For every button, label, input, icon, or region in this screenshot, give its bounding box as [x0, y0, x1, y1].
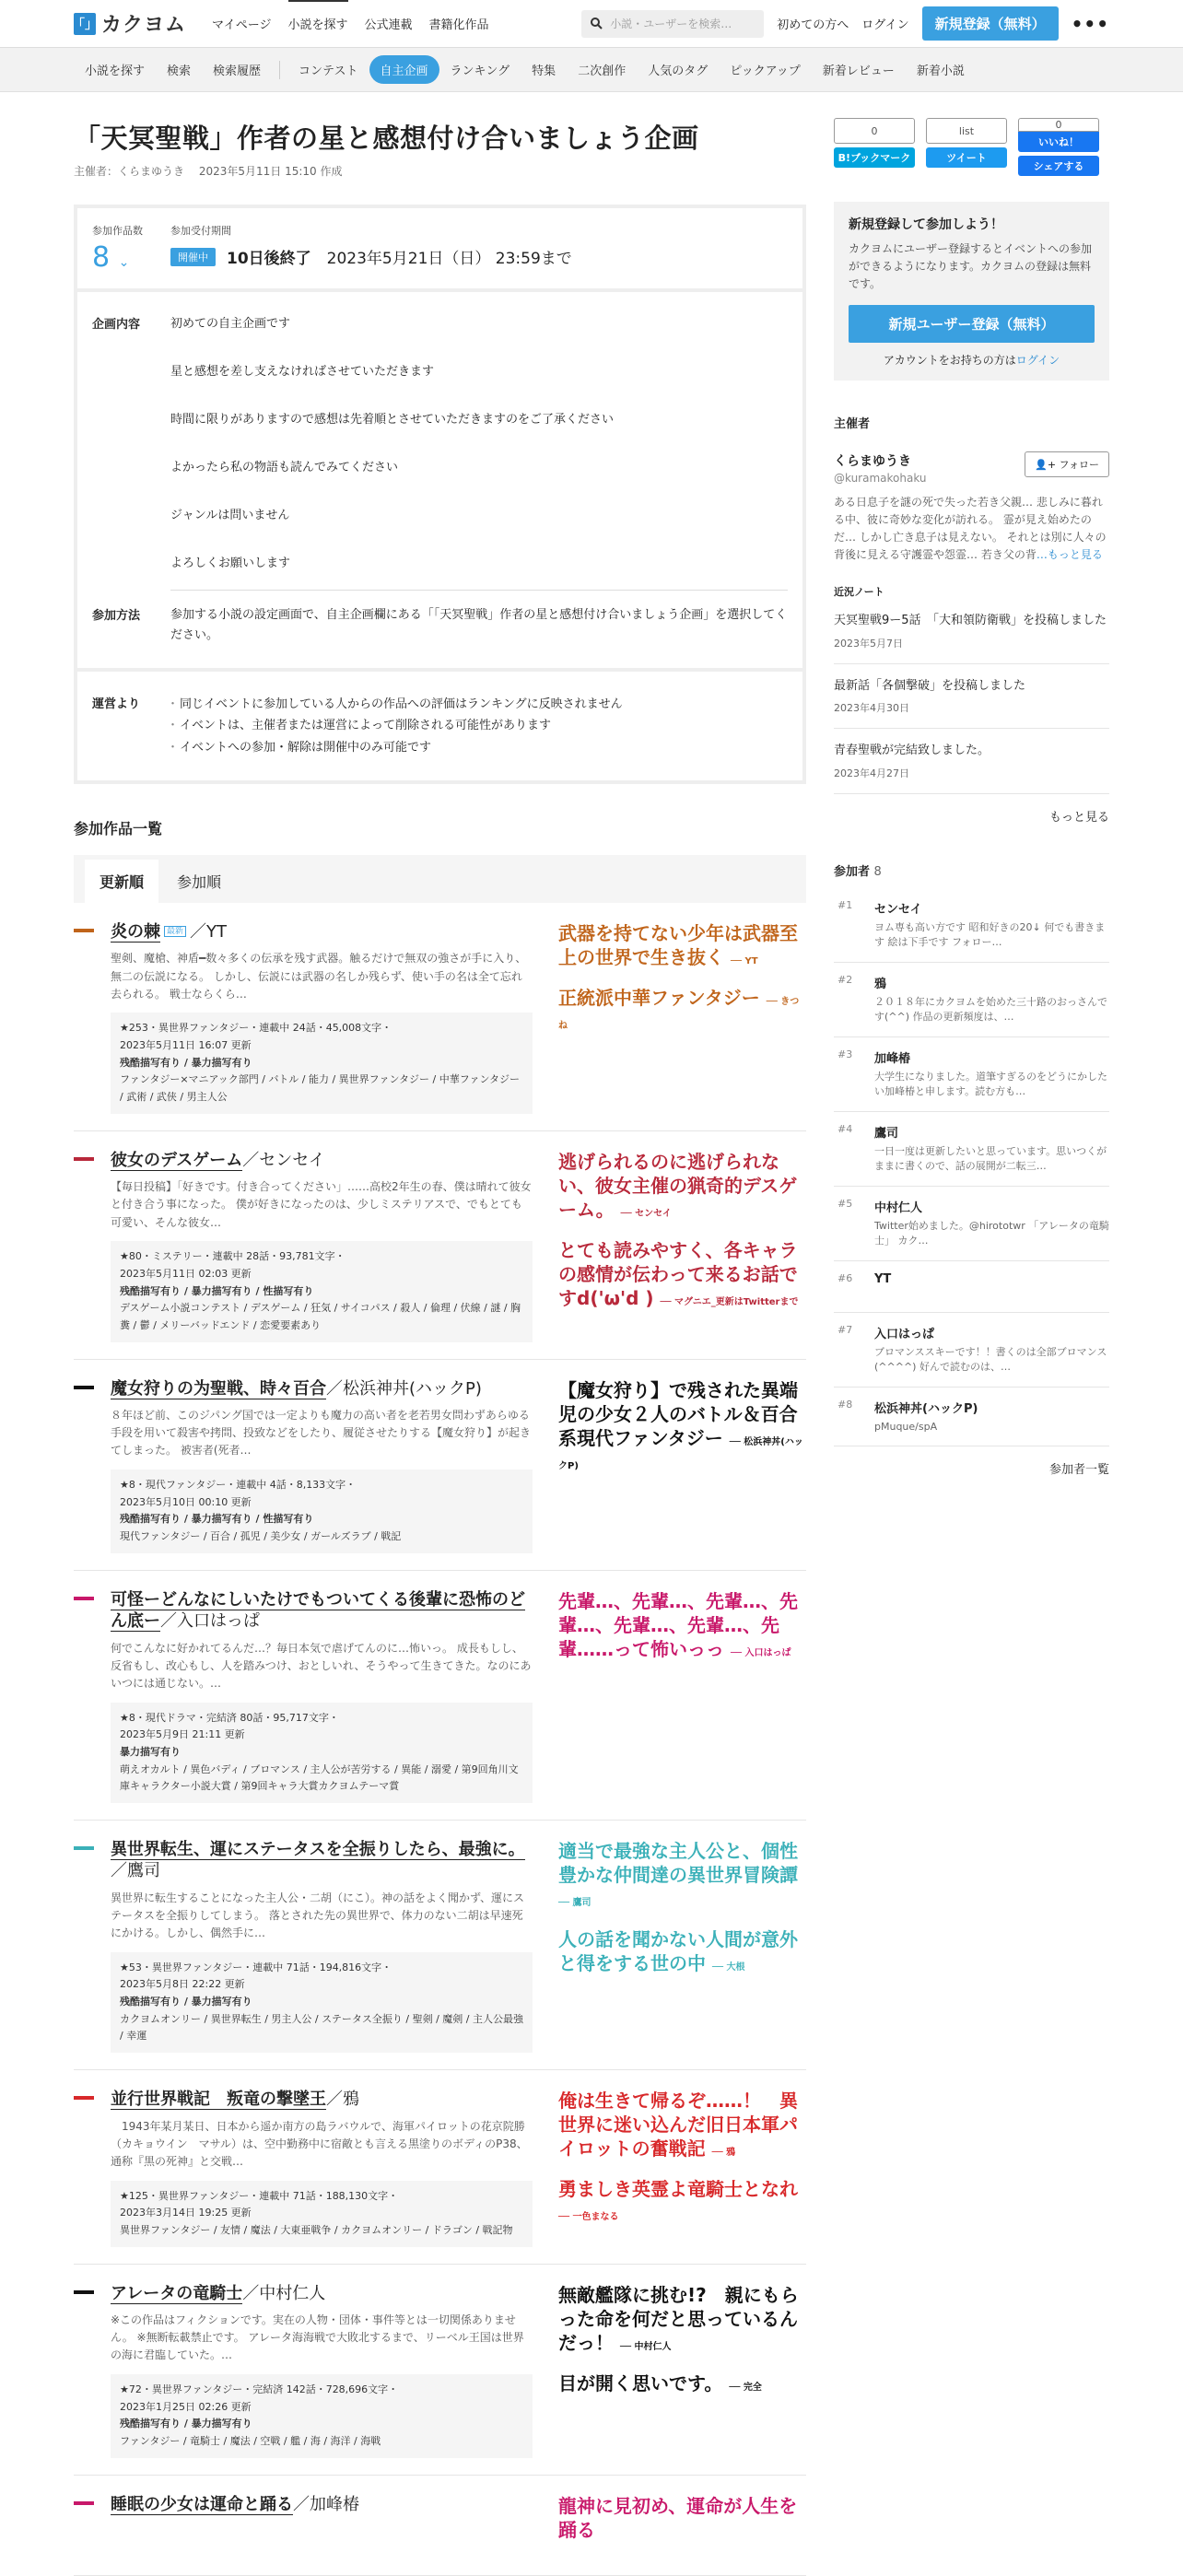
- review-catch[interactable]: 龍神に見初め、運命が人生を踊る: [558, 2494, 798, 2541]
- work-intro: ※この作品はフィクションです。実在の人物・団体・事件等とは一切関係ありません。 ※無断転載禁止です。 アレータ海海戦で大敗北するまで、リーベル王国は世界の海に君臨していた。…: [111, 2313, 524, 2362]
- participant-rank: #2: [837, 973, 853, 986]
- content-line: ジャンルは問いません: [170, 509, 290, 523]
- participant-bio: ブロマンススキーです！！書くのは全部ブロマンス(^^^^) 好んで読むのは、…: [874, 1345, 1107, 1374]
- work-title[interactable]: 魔女狩りの为聖戦、時々百合: [111, 1378, 326, 1399]
- host-title: 主催者: [834, 416, 871, 431]
- work-author[interactable]: ／中村仁人: [242, 2283, 326, 2303]
- host-name[interactable]: くらまゆうき: [834, 453, 911, 469]
- work-intro: 1943年某月某日、日本から遥か南方の島ラバウルで、海軍パイロットの花京院勝（カキョウイン マサル）は、空中勤務中に宿敵とも言える黒塗りのボディのP38、通称『黒の死神』と交戦…: [111, 2119, 528, 2168]
- search-placeholder: 小説・ユーザーを検索…: [610, 18, 732, 30]
- nav-books[interactable]: 書籍化作品: [428, 18, 489, 32]
- work-title[interactable]: 並行世界戦記 叛竜の撃墜王: [111, 2090, 326, 2110]
- review-catch[interactable]: 【魔女狩り】で残された異端児の少女２人のバトル＆百合系現代ファンタジー: [558, 1378, 798, 1449]
- review-author[interactable]: ── 中村仁人: [619, 2341, 672, 2352]
- work-updated: 2023年3月14日 19:25 更新: [120, 2207, 252, 2219]
- more-menu-icon[interactable]: •••: [1071, 12, 1109, 35]
- main-column: [74, 92, 806, 2576]
- tab-updated[interactable]: 更新順: [85, 860, 158, 903]
- work-warnings: 暴力描写有り: [120, 1745, 181, 1758]
- subnav-ranking[interactable]: ランキング: [450, 64, 510, 78]
- work-author[interactable]: ／YT: [190, 921, 228, 942]
- work-updated: 2023年5月11日 02:03 更新: [120, 1267, 252, 1280]
- work-updated: 2023年5月9日 21:11 更新: [120, 1728, 245, 1741]
- participant-item[interactable]: [834, 1037, 1109, 1112]
- rule-item: ・ イベントへの参加・解除は開催中のみ可能です: [170, 737, 788, 758]
- work-updated: 2023年5月10日 00:10 更新: [120, 1495, 252, 1508]
- work-tags[interactable]: 萌えオカルト / 異色バディ / ブロマンス / 主人公が苦労する / 異能 / 溺愛 / 第9回角川文庫キャラクター小説大賞 / 第9回キャラ大賞カクヨムテーマ賞: [120, 1762, 519, 1793]
- content-line: 星と感想を差し支えなければさせていただきます: [170, 365, 435, 380]
- fb-count: 0: [1018, 118, 1099, 132]
- subnav-tags[interactable]: 人気のタグ: [648, 64, 709, 78]
- work-title[interactable]: 睡眠の少女は運命と踊る: [111, 2494, 293, 2514]
- subnav-new[interactable]: 新着小説: [916, 64, 965, 78]
- work-tags[interactable]: 異世界ファンタジー / 友情 / 魔法 / 大東亜戦争 / カクヨムオンリー / ドラゴン / 戦記物: [120, 2223, 513, 2236]
- work-meta: [111, 2181, 533, 2247]
- work-tags[interactable]: 現代ファンタジー / 百合 / 孤児 / 美少女 / ガールズラブ / 戦記: [120, 1530, 402, 1543]
- logo-mark-icon: 「」: [74, 13, 96, 35]
- host-id: @kuramakohaku: [834, 471, 927, 485]
- work-stats: ★80・ミステリー・連載中 28話・93,781文字・: [120, 1250, 346, 1263]
- review-catch[interactable]: 逃げられるのに逃げられない、彼女主催の猟奇的デスゲーム。: [558, 1150, 798, 1221]
- review-catch[interactable]: 武器を持てない少年は武器至上の世界で生き抜く: [558, 921, 798, 968]
- review-catch[interactable]: 目が開く思いです。: [558, 2371, 723, 2395]
- work-item: [74, 903, 806, 1131]
- work-updated: 2023年5月11日 16:07 更新: [120, 1039, 252, 1051]
- work-item: [74, 2476, 806, 2576]
- join-login-link[interactable]: ログイン: [1015, 353, 1060, 367]
- new-badge: 最新: [164, 926, 186, 937]
- work-warnings: 残酷描写有り / 暴力描写有り: [120, 1996, 252, 2008]
- work-meta: [111, 1703, 533, 1803]
- logo-text: カクヨム: [101, 14, 187, 37]
- login-link[interactable]: ログイン: [861, 18, 909, 32]
- subnav-events[interactable]: 自主企画: [369, 55, 439, 84]
- work-intro: 【毎日投稿】「好きです。付き合ってください」……高校2年生の春、僕は晴れて彼女と付き合う事になった。 僕が好きになったのは、少しミステリアスで、でもとても可愛い、そんな彼女…: [111, 1180, 532, 1229]
- work-intro: 異世界に転生することになった主人公・二胡（にこ）。神の話をよく聞かず、運にステータスを全振りしてしまう。 落とされた先の異世界で、体力のない二胡は早速死にかける。しかし、偶然手に…: [111, 1891, 525, 1940]
- share-buttons: [834, 118, 1109, 176]
- work-tags[interactable]: カクヨムオンリー / 異世界転生 / 男主人公 / ステータス全振り / 聖剣 / 魔剣 / 主人公最強 / 幸運: [120, 2012, 523, 2043]
- review-author[interactable]: ── きつね: [558, 996, 800, 1031]
- sub-nav: [0, 48, 1183, 92]
- review-author[interactable]: ── YT: [730, 955, 758, 966]
- note-item[interactable]: [834, 599, 1109, 664]
- sidebar: [834, 92, 1109, 2576]
- participant-rank: #4: [837, 1122, 853, 1135]
- tweet-count: list: [926, 118, 1007, 144]
- note-item[interactable]: [834, 664, 1109, 730]
- note-item[interactable]: [834, 729, 1109, 794]
- tab-joined[interactable]: 参加順: [177, 872, 222, 891]
- participant-bio: 大学生になりました。道筆すぎるのをどうにかしたい加峰椿と申します。読む方も…: [874, 1070, 1107, 1098]
- subnav-contest[interactable]: コンテスト: [299, 64, 358, 78]
- participant-item[interactable]: [834, 888, 1109, 963]
- review-author[interactable]: ── 鷹司: [558, 1897, 592, 1908]
- hatena-count: 0: [834, 118, 915, 144]
- participant-name[interactable]: YT: [874, 1271, 892, 1286]
- participant-item[interactable]: [834, 1112, 1109, 1187]
- work-color-bar: [74, 1157, 94, 1161]
- work-stats: ★8・現代ファンタジー・連載中 4話・8,133文字・: [120, 1478, 357, 1491]
- review-catch[interactable]: 無敵艦隊に挑む!? 親にもらった命を何だと思っているんだっ！: [558, 2283, 799, 2354]
- review-catch[interactable]: とても読みやすく、各キャラの感情が伝わって来るお話ですd('ω'd ): [558, 1238, 798, 1309]
- work-intro: 聖剣、魔槍、神盾━数々多くの伝承を残す武器。触るだけで無双の強さが手に入り、無二の伝説になる。 しかし、伝説には武器の名しか残らず、使い手の名は全て忘れ去られる。 戦士ならくら…: [111, 952, 527, 1001]
- participant-rank: #3: [837, 1048, 853, 1060]
- content-line: よかったら私の物語も読んでみてください: [170, 461, 399, 475]
- work-tags[interactable]: ファンタジー×マニアック部門 / バトル / 能力 / 異世界ファンタジー / 中華ファンタジー / 武術 / 武侠 / 男主人公: [120, 1073, 521, 1104]
- work-author[interactable]: ／鷹司: [111, 1861, 160, 1881]
- review-catch[interactable]: 先輩…、先輩…、先輩…、先輩…、先輩…、先輩…、先輩……って怖いっっ: [558, 1589, 798, 1660]
- participant-item[interactable]: [834, 1388, 1109, 1447]
- content-line: 時間に限りがありますので感想は先着順とさせていただきますのをご了承ください: [170, 413, 615, 427]
- nav-search-novels[interactable]: 小説を探す: [288, 0, 348, 48]
- method-label: 参加方法: [92, 608, 141, 623]
- fb-like-button[interactable]: いいね！: [1018, 132, 1099, 152]
- works-tabs: [74, 855, 806, 903]
- work-count[interactable]: 8: [92, 241, 111, 274]
- work-stats: ★253・異世界ファンタジー・連載中 24話・45,008文字・: [120, 1022, 392, 1035]
- search-input[interactable]: [581, 10, 764, 38]
- nav-mypage[interactable]: マイページ: [212, 18, 272, 32]
- tweet-button[interactable]: ツイート: [926, 147, 1007, 168]
- subnav-features[interactable]: 特集: [532, 64, 556, 78]
- participant-bio: pMuque/spA: [874, 1420, 938, 1433]
- rule-item: ・ 同じイベントに参加している人からの作品への評価はランキングに反映されません: [170, 694, 788, 715]
- subnav-search[interactable]: 検索: [167, 64, 192, 78]
- work-updated: 2023年1月25日 02:26 更新: [120, 2400, 252, 2413]
- work-meta: [111, 2374, 533, 2458]
- participants-list: [834, 888, 1109, 1447]
- participant-bio: ヨム専も高い方です 昭和好きの20↓ 何でも書きます 絵は下手です フォロー…: [874, 920, 1106, 949]
- work-stats: ★53・異世界ファンタジー・連載中 71話・194,816文字・: [120, 1961, 392, 1973]
- note-title[interactable]: 最新話「各個撃破」を投稿しました: [834, 678, 1026, 693]
- participant-bio: ２０１８年にカクヨムを始めた三十路のおっさんです(^^) 作品の更新頻度は、…: [874, 995, 1107, 1024]
- participant-bio: Twitter始めました。@hirototwr 「アレータの竜騎士」 カク…: [874, 1219, 1109, 1247]
- subnav-fanfic[interactable]: 二次創作: [578, 64, 627, 78]
- deadline: 2023年5月21日（日） 23:59まで: [326, 250, 572, 268]
- work-item: [74, 2265, 806, 2476]
- work-title[interactable]: 可怪ーどんなにしいたけでもついてくる後輩に恐怖のどん底ー: [111, 1589, 525, 1632]
- works-list: [74, 903, 806, 2576]
- review-catch[interactable]: 俺は生きて帰るぞ……！ 異世界に迷い込んだ旧日本軍パイロットの奮戦記: [558, 2090, 798, 2160]
- participant-item[interactable]: [834, 963, 1109, 1037]
- review-catch[interactable]: 勇ましき英霊よ竜騎士となれ: [558, 2178, 798, 2201]
- review-author[interactable]: ── 鴉: [711, 2148, 736, 2159]
- page-meta: 主催者：くらまゆうき 2023年5月11日 15:10 作成: [74, 165, 343, 178]
- work-warnings: 残酷描写有り / 暴力描写有り / 性描写有り: [120, 1284, 314, 1297]
- notes-list: [834, 599, 1109, 794]
- top-nav: [212, 0, 489, 48]
- review-author[interactable]: ── センセイ: [620, 1208, 672, 1219]
- review-catch[interactable]: 正統派中華ファンタジー: [558, 986, 760, 1009]
- join-text: カクヨムにユーザー登録するとイベントへの参加ができるようになります。カクヨムの登録は無料です。: [849, 242, 1093, 291]
- work-title[interactable]: 異世界転生、運にステータスを全振りしたら、最強に。: [111, 1839, 525, 1859]
- work-author[interactable]: ／入口はっぱ: [160, 1611, 260, 1632]
- review-catch[interactable]: 人の話を聞かない人間が意外と得をする世の中: [558, 1927, 798, 1974]
- participant-name[interactable]: 中村仁人: [874, 1200, 923, 1215]
- participant-bio: 一日一度は更新したいと思っています。思いつくがままに書くので、話の展開が二転三…: [874, 1144, 1107, 1173]
- review-author[interactable]: ── 完全: [729, 2382, 762, 2393]
- hatena-button[interactable]: B!ブックマーク: [834, 147, 915, 168]
- notes-more-link[interactable]: もっと見る: [1048, 810, 1109, 825]
- participant-name[interactable]: 松浜神丼(ハックP): [874, 1401, 978, 1416]
- rules-list: [170, 694, 788, 758]
- fb-share-button[interactable]: シェアする: [1018, 156, 1099, 176]
- work-color-bar: [74, 929, 94, 932]
- work-stats: ★72・異世界ファンタジー・完結済 142話・728,696文字・: [120, 2383, 399, 2395]
- page-title: 「天冥聖戦」作者の星と感想付け合いましょう企画: [74, 123, 699, 154]
- work-item: [74, 2070, 806, 2264]
- follow-label: フォロー: [1059, 458, 1099, 471]
- participant-name[interactable]: 入口はっぱ: [874, 1327, 935, 1341]
- participant-name[interactable]: 鷹司: [874, 1126, 899, 1141]
- participant-rank: #6: [837, 1271, 853, 1284]
- method-body: 参加する小説の設定画面で、自主企画欄にある「「天冥聖戦」作者の星と感想付け合いましょう企画」を選択してください。: [170, 607, 788, 642]
- note-date: 2023年4月30日: [834, 702, 909, 715]
- work-tags[interactable]: ファンタジー / 竜騎士 / 魔法 / 空戦 / 艦 / 海 / 海洋 / 海戦: [120, 2435, 381, 2448]
- host-more-link[interactable]: …もっと見る: [1036, 548, 1103, 562]
- work-title[interactable]: 彼女のデスゲーム: [111, 1150, 243, 1170]
- work-warnings: 残酷描写有り / 暴力描写有り: [120, 1056, 252, 1069]
- work-title[interactable]: 炎の棘: [111, 921, 160, 942]
- subnav-history[interactable]: 検索履歴: [213, 64, 262, 78]
- subnav-reviews[interactable]: 新着レビュー: [822, 64, 895, 78]
- review-author[interactable]: ── マグニエ_更新はTwitterまで: [660, 1296, 799, 1307]
- review-author[interactable]: ── 入口はっぱ: [730, 1647, 791, 1658]
- work-color-bar: [74, 2501, 94, 2505]
- work-title[interactable]: アレータの竜騎士: [111, 2283, 243, 2303]
- period-label: 参加受付期間: [170, 225, 231, 237]
- work-color-bar: [74, 1846, 94, 1850]
- work-item: [74, 1360, 806, 1571]
- host-bio: ある日息子を謎の死で失った若き父親… 悲しみに暮れる中、彼に奇妙な変化が訪れる。 霊が見え始めたのだ… しかし亡き息子は見えない。 それとは別に人々の背後に見える守護霊や怨霊… 若き父の背: [834, 495, 1107, 562]
- join-title: 新規登録して参加しよう！: [849, 217, 1003, 232]
- review-author[interactable]: ── 松浜神丼(ハックP): [558, 1436, 803, 1471]
- content-line: よろしくお願いします: [170, 556, 291, 571]
- participant-rank: #1: [837, 898, 853, 911]
- work-meta: [111, 1952, 533, 2053]
- nav-official[interactable]: 公式連載: [364, 18, 413, 32]
- work-stats: ★125・異世界ファンタジー・連載中 71話・188,130文字・: [120, 2189, 399, 2202]
- participant-name[interactable]: センセイ: [874, 902, 922, 917]
- participant-rank: #5: [837, 1197, 853, 1210]
- work-color-bar: [74, 2096, 94, 2100]
- follow-button[interactable]: [1025, 451, 1109, 477]
- work-intro: ８年ほど前、このジパング国では一定よりも魔力の高い者を老若男女問わずあらゆる手段を用いて殺害や拷問、投致などをしたり、履従させたりする【魔女狩り】が起きてしまった。 被害者(死者…: [111, 1408, 532, 1458]
- beginner-link[interactable]: 初めての方へ: [777, 18, 849, 32]
- work-stats: ★8・現代ドラマ・完結済 80話・95,717文字・: [120, 1711, 339, 1724]
- chevron-down-icon: ⌄: [118, 255, 130, 270]
- work-color-bar: [74, 1386, 94, 1389]
- work-meta: [111, 1241, 533, 1341]
- note-title[interactable]: 青春聖戦が完結致しました。: [834, 744, 990, 758]
- participants-more-link[interactable]: 参加者一覧: [1048, 1463, 1109, 1478]
- works-list-title: 参加作品一覧: [74, 819, 163, 837]
- subnav-search-novels[interactable]: 小説を探す: [85, 64, 146, 78]
- status-badge: 開催中: [170, 248, 216, 266]
- work-author[interactable]: ／鴉: [326, 2090, 359, 2110]
- work-tags[interactable]: デスゲーム小説コンテスト / デスゲーム / 狂気 / サイコパス / 殺人 / 倫理 / 伏線 / 謎 / 胸糞 / 鬱 / メリーバッドエンド / 恋愛要素あり: [120, 1302, 521, 1331]
- work-warnings: 残酷描写有り / 暴力描写有り: [120, 2418, 252, 2430]
- work-color-bar: [74, 2290, 94, 2294]
- work-meta: [111, 1469, 533, 1553]
- participant-item[interactable]: [834, 1187, 1109, 1261]
- notes-title: 近況ノート: [834, 586, 884, 599]
- review-catch[interactable]: 適当で最強な主人公と、個性豊かな仲間達の異世界冒険譚: [558, 1839, 798, 1886]
- note-title[interactable]: 天冥聖戦9ー5話 「大和領防衛戦」を投稿しました: [834, 614, 1107, 628]
- rule-item: ・ イベントは、主催者または運営によって削除される可能性があります: [170, 715, 788, 736]
- site-header: [0, 0, 1183, 48]
- content-label: 企画内容: [92, 318, 141, 332]
- work-meta: [111, 1013, 533, 1113]
- work-author[interactable]: ／加峰椿: [293, 2494, 359, 2514]
- register-button[interactable]: 新規登録（無料）: [922, 6, 1059, 41]
- user-plus-icon: 👤+: [1035, 458, 1057, 471]
- host-card: [834, 451, 1109, 485]
- participant-item[interactable]: [834, 1261, 1109, 1313]
- participant-name[interactable]: 加峰椿: [874, 1051, 911, 1066]
- logo[interactable]: [74, 9, 186, 38]
- work-author[interactable]: ／松浜神丼(ハックP): [326, 1378, 482, 1399]
- participants-label: 参加者: [834, 864, 871, 879]
- work-item: [74, 1821, 806, 2070]
- work-author[interactable]: ／センセイ: [242, 1150, 325, 1170]
- remaining: 10日後終了: [227, 250, 311, 268]
- participants-count: 8: [873, 864, 882, 879]
- work-color-bar: [74, 1597, 94, 1600]
- review-author[interactable]: ── 大根: [711, 1961, 745, 1973]
- join-box: [834, 202, 1109, 381]
- join-register-button[interactable]: 新規ユーザー登録（無料）: [849, 305, 1095, 343]
- participant-name[interactable]: 鴉: [874, 977, 887, 991]
- subnav-pickup[interactable]: ピックアップ: [730, 64, 801, 78]
- count-label: 参加作品数: [92, 225, 143, 237]
- participant-rank: #8: [837, 1398, 853, 1411]
- event-info-box: [74, 205, 806, 784]
- search-icon: [591, 18, 603, 29]
- note-date: 2023年5月7日: [834, 637, 903, 650]
- work-item: [74, 1571, 806, 1821]
- join-sub: アカウントをお持ちの方は: [883, 353, 1016, 367]
- work-warnings: 残酷描写有り / 暴力描写有り / 性描写有り: [120, 1513, 314, 1526]
- note-date: 2023年4月27日: [834, 767, 909, 779]
- participant-rank: #7: [837, 1323, 853, 1336]
- subnav-divider: [279, 61, 280, 79]
- work-intro: 何でこんなに好かれてるんだ…？毎日本気で虐げてんのに…怖いっ。 成長もしし、反省もし、改心もし、人を踏みつけ、おとしいれ、そうやって生きてきた。なのにあいつには通じない。…: [111, 1641, 532, 1690]
- participant-item[interactable]: [834, 1313, 1109, 1388]
- work-item: [74, 1131, 806, 1360]
- rules-label: 運営より: [92, 697, 141, 711]
- content-line: 初めての自主企画です: [170, 317, 291, 331]
- content-body: [170, 314, 788, 575]
- participants-title: [834, 861, 1109, 879]
- review-author[interactable]: ── 一色まなる: [558, 2212, 619, 2223]
- work-updated: 2023年5月8日 22:22 更新: [120, 1978, 245, 1991]
